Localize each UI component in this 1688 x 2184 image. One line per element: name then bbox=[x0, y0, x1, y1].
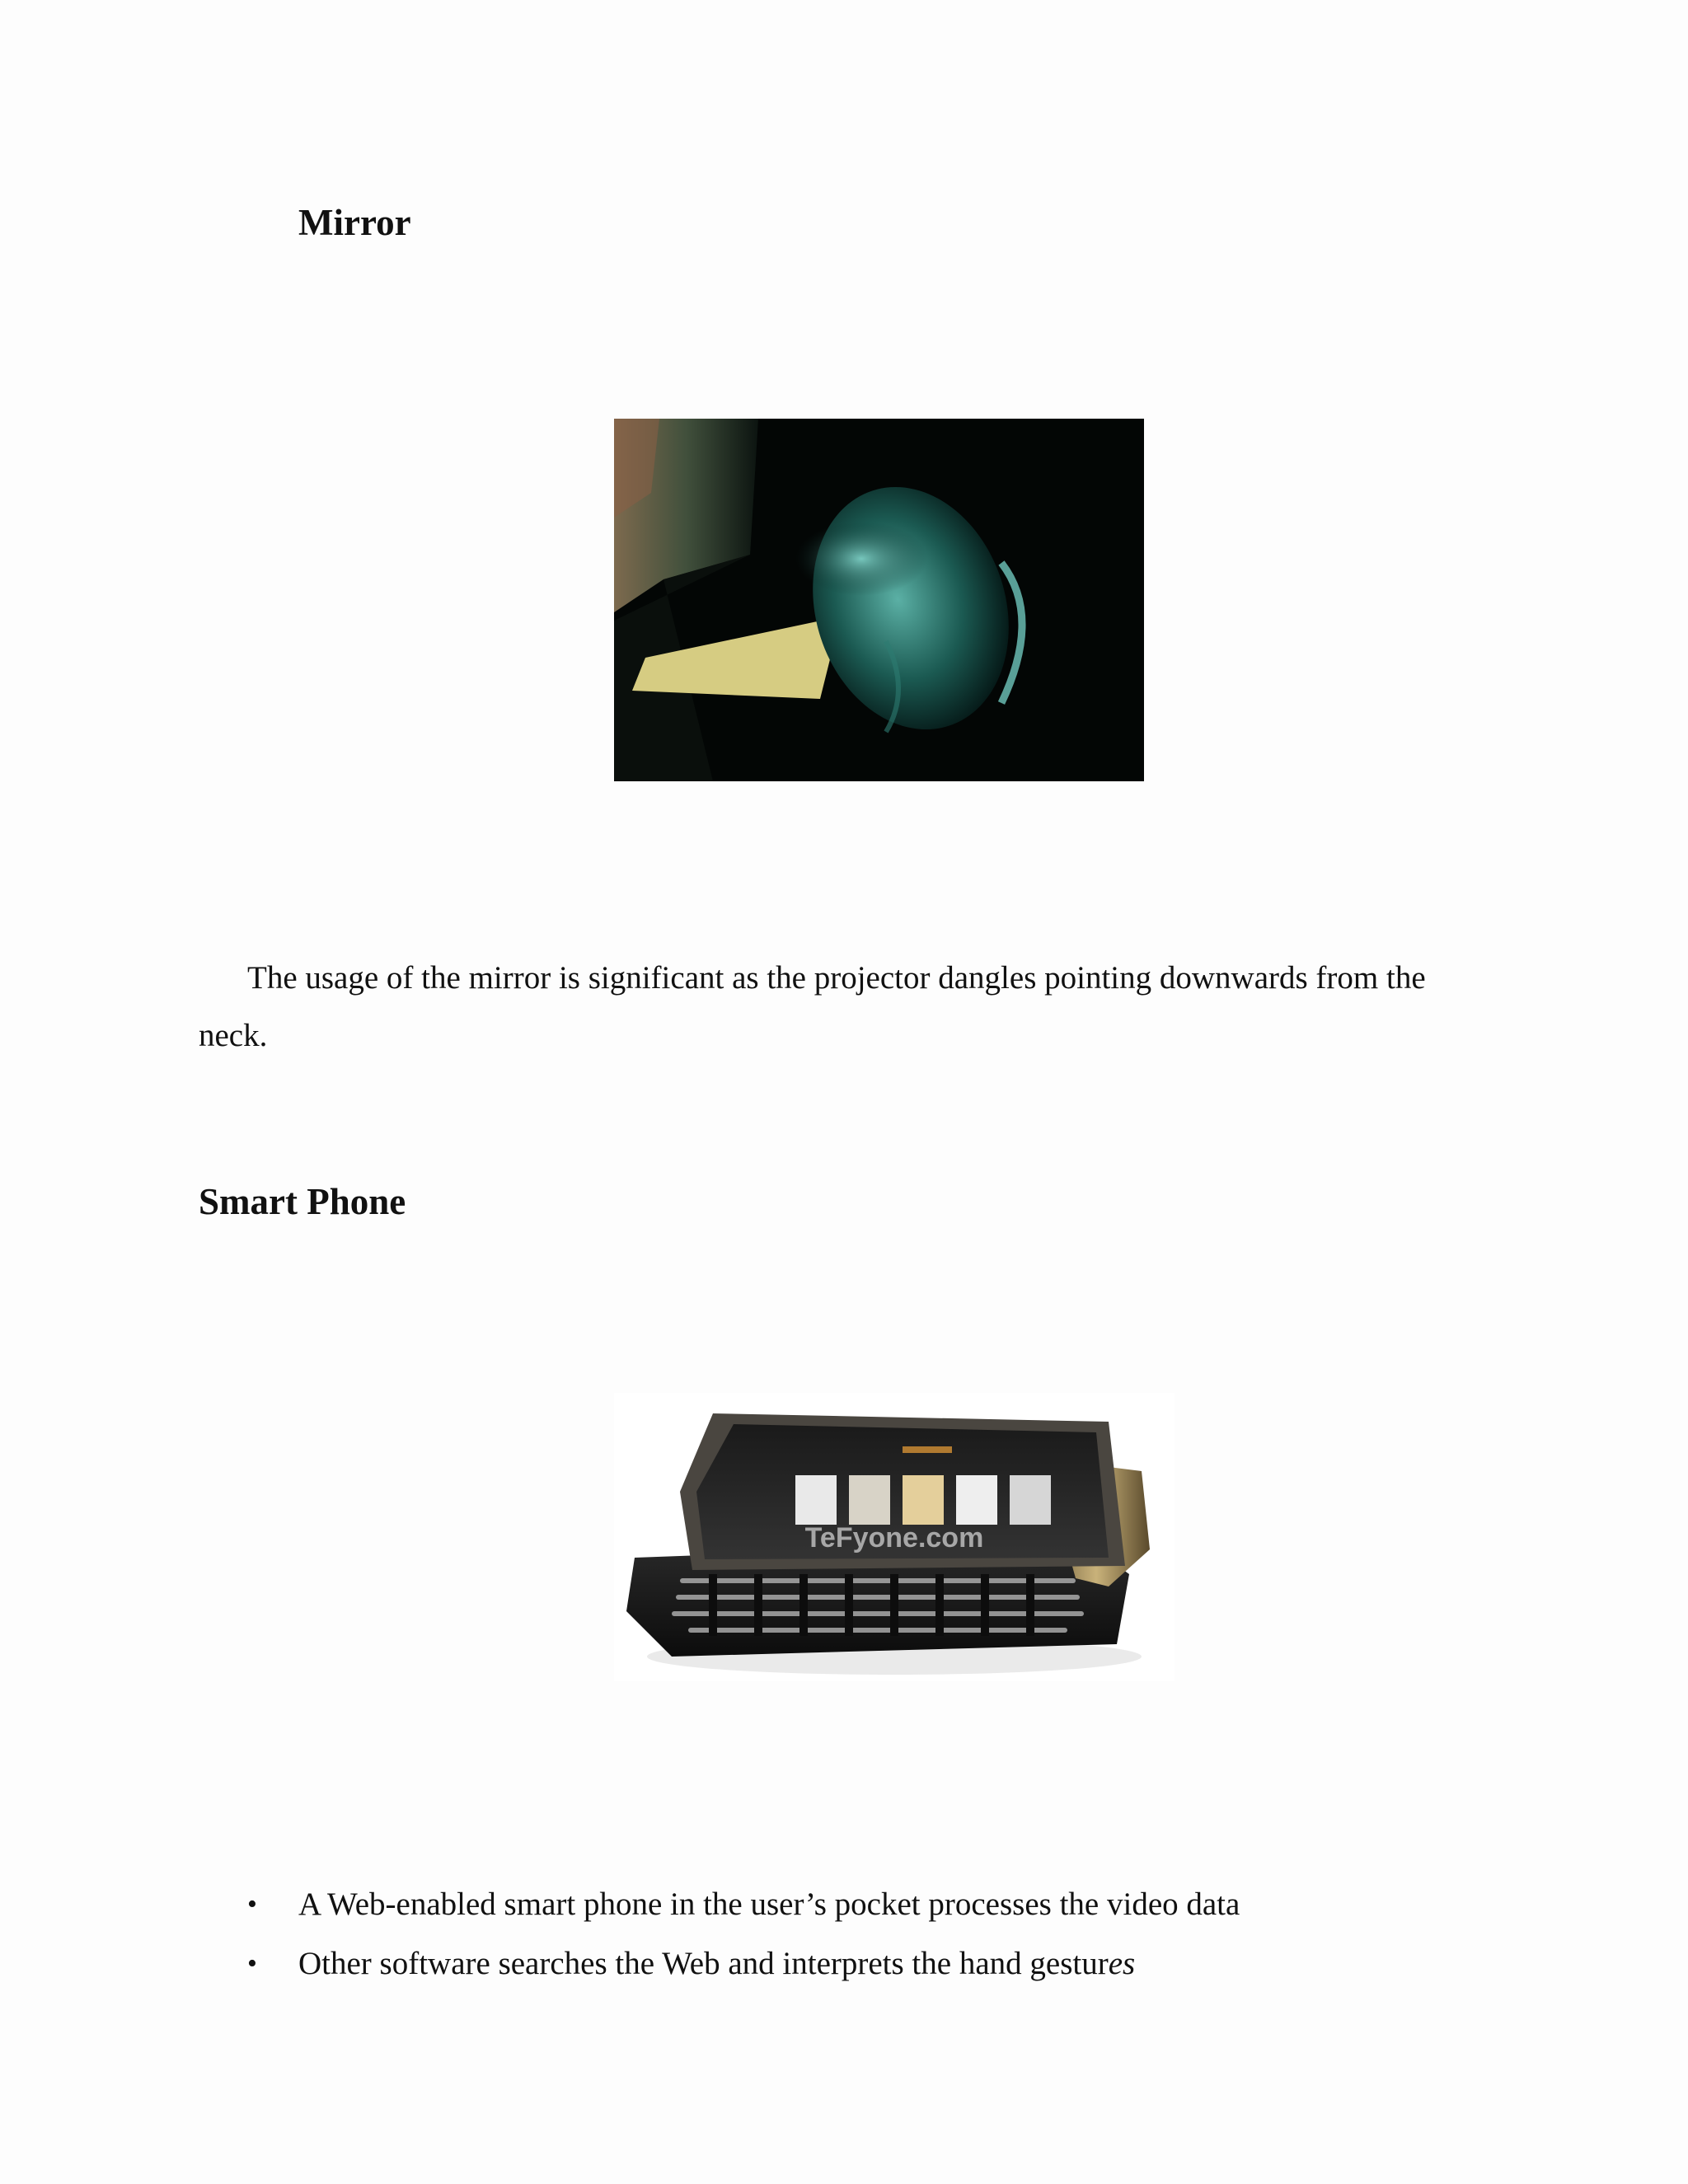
bullet-icon: • bbox=[247, 1948, 257, 1979]
mirror-paragraph-line-1: The usage of the mirror is significant as the projector dangles pointing downwards from the bbox=[247, 960, 1426, 996]
bullet-text-italic: es bbox=[1108, 1946, 1136, 1981]
list-item bbox=[247, 1875, 1240, 1934]
mirror-paragraph-line-2: neck. bbox=[199, 1018, 268, 1053]
bullet-icon: • bbox=[247, 1889, 257, 1919]
heading-mirror: Mirror bbox=[298, 202, 411, 243]
watermark-text: TeFyone.com bbox=[804, 1522, 984, 1554]
bullet-text: A Web-enabled smart phone in the user’s pocket processes the video data bbox=[298, 1886, 1240, 1922]
mirror-photo-illustration bbox=[614, 419, 1144, 781]
mirror-image bbox=[614, 419, 1144, 781]
bullet-list bbox=[247, 1875, 1240, 1994]
bullet-text: Other software searches the Web and interprets the hand gestur bbox=[298, 1946, 1109, 1981]
smart-phone-image bbox=[614, 1393, 1175, 1681]
list-item bbox=[247, 1934, 1240, 1994]
smart-phone-illustration bbox=[614, 1393, 1175, 1681]
heading-smart-phone: Smart Phone bbox=[199, 1181, 406, 1222]
